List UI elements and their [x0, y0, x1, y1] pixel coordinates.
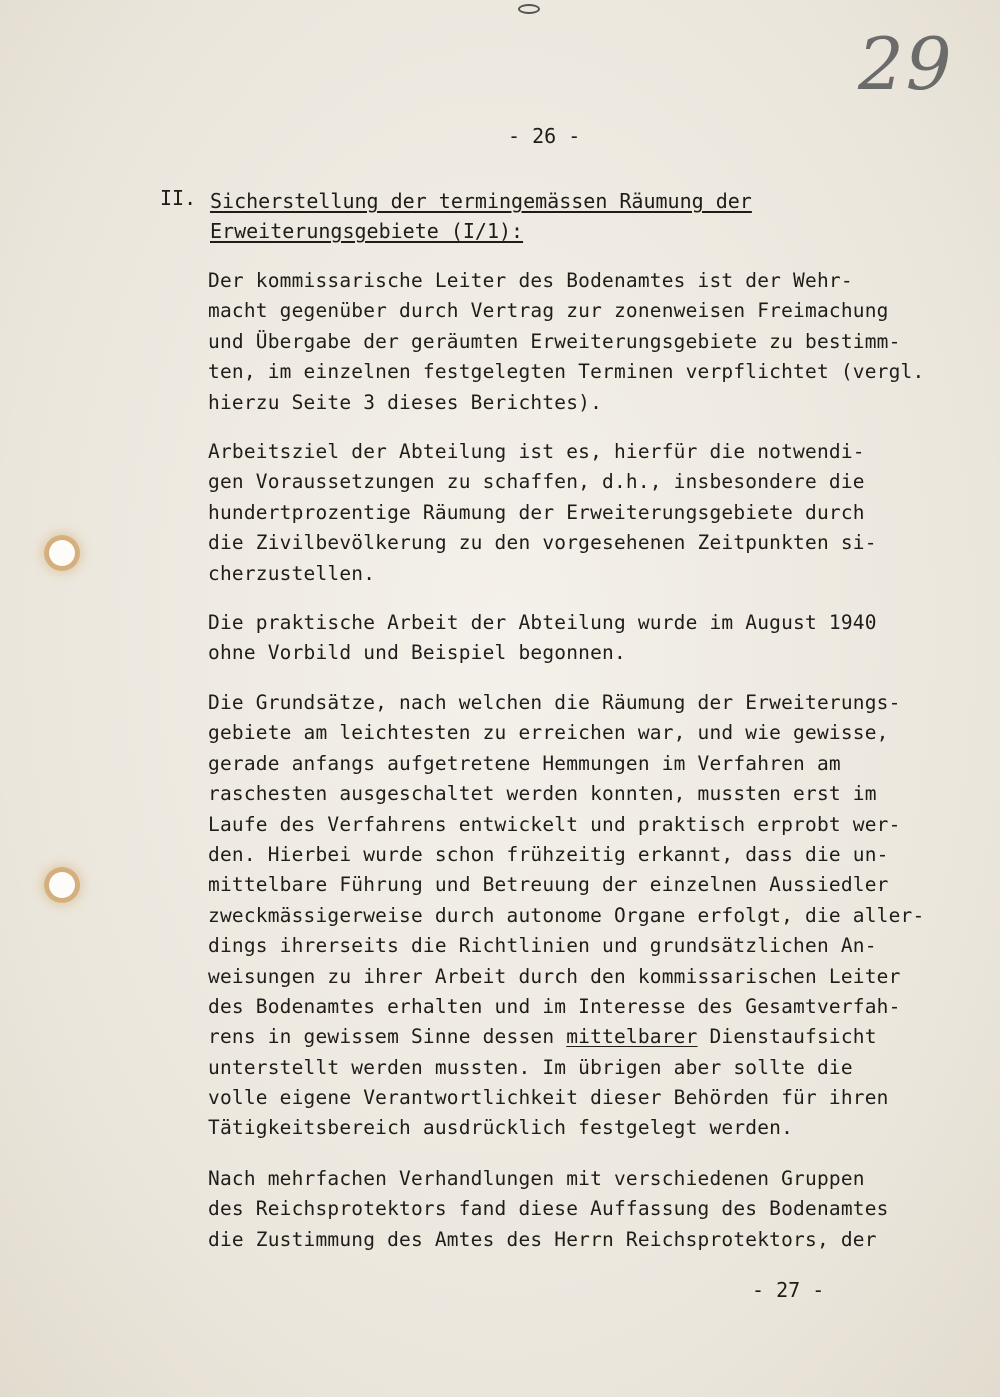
punch-hole — [49, 872, 75, 898]
text-line: den. Hierbei wurde schon frühzeitig erkannt, dass die un- — [208, 842, 889, 866]
text-line: macht gegenüber durch Vertrag zur zonenweisen Freimachung — [208, 299, 889, 323]
text-line — [208, 1022, 968, 1052]
text-line: volle eigene Verantwortlichkeit dieser Behörden für ihren — [208, 1086, 889, 1110]
text-line: ten, im einzelnen festgelegten Terminen verpflichtet (vergl. — [208, 360, 925, 384]
text-line: raschesten ausgeschaltet werden konnten, mussten erst im — [208, 782, 877, 806]
text-line: cherzustellen. — [208, 561, 376, 585]
text-run: Dienstaufsicht — [697, 1025, 877, 1049]
text-line: hierzu Seite 3 dieses Berichtes). — [208, 390, 603, 414]
text-line: Der kommissarische Leiter des Bodenamtes ist der Wehr- — [208, 269, 853, 292]
ink-mark — [518, 4, 540, 14]
text-line: Die praktische Arbeit der Abteilung wurde im August 1940 — [208, 611, 877, 634]
text-line: gen Voraussetzungen zu schaffen, d.h., insbesondere die — [208, 470, 865, 494]
paragraph-3 — [208, 608, 968, 669]
text-line: des Bodenamtes erhalten und im Interesse des Gesamtverfah- — [208, 994, 901, 1018]
section-heading — [210, 186, 850, 246]
paragraph-5 — [208, 1164, 968, 1255]
text-line: dings ihrerseits die Richtlinien und grundsätzlichen An- — [208, 934, 877, 958]
text-line: die Zustimmung des Amtes des Herrn Reichsprotektors, der — [208, 1227, 877, 1251]
text-line: und Übergabe der geräumten Erweiterungsgebiete zu bestimm- — [208, 329, 901, 353]
text-line: die Zivilbevölkerung zu den vorgesehenen Zeitpunkten si- — [208, 531, 877, 555]
text-line: Die Grundsätze, nach welchen die Räumung der Erweiterungs- — [208, 691, 901, 714]
text-line: unterstellt werden mussten. Im übrigen aber sollte die — [208, 1055, 853, 1079]
text-run: rens in gewissem Sinne dessen — [208, 1025, 567, 1049]
text-line: ohne Vorbild und Beispiel begonnen. — [208, 641, 626, 665]
paragraph-4 — [208, 688, 968, 1144]
heading-line: Sicherstellung der termingemässen Räumung der — [210, 189, 752, 213]
text-line: Tätigkeitsbereich ausdrücklich festgelegt werden. — [208, 1116, 794, 1140]
text-line: hundertprozentige Räumung der Erweiterungsgebiete durch — [208, 500, 865, 524]
text-line: gebiete am leichtesten zu erreichen war, und wie gewisse, — [208, 721, 889, 745]
page-number: - 26 - — [508, 124, 581, 148]
underlined-word: mittelbarer — [566, 1025, 698, 1049]
text-line: zweckmässigerweise durch autonome Organe erfolgt, die aller- — [208, 903, 925, 927]
text-line: weisungen zu ihrer Arbeit durch den kommissarischen Leiter — [208, 964, 901, 988]
text-line: mittelbare Führung und Betreuung der einzelnen Aussiedler — [208, 873, 889, 897]
text-line: des Reichsprotektors fand diese Auffassung des Bodenamtes — [208, 1197, 889, 1221]
text-line: Arbeitsziel der Abteilung ist es, hierfür die notwendi- — [208, 440, 865, 463]
text-line: Nach mehrfachen Verhandlungen mit verschiedenen Gruppen — [208, 1167, 865, 1190]
paragraph-1 — [208, 266, 968, 418]
heading-line: Erweiterungsgebiete (I/1): — [210, 219, 524, 243]
next-page-marker: - 27 - — [752, 1278, 825, 1302]
paragraph-2 — [208, 437, 968, 589]
text-line: gerade anfangs aufgetretene Hemmungen im Verfahren am — [208, 751, 841, 775]
text-line: Laufe des Verfahrens entwickelt und praktisch erprobt wer- — [208, 812, 901, 836]
punch-hole — [49, 540, 75, 566]
section-label: II. — [160, 186, 197, 210]
handwritten-page-number: 29 — [858, 22, 954, 106]
